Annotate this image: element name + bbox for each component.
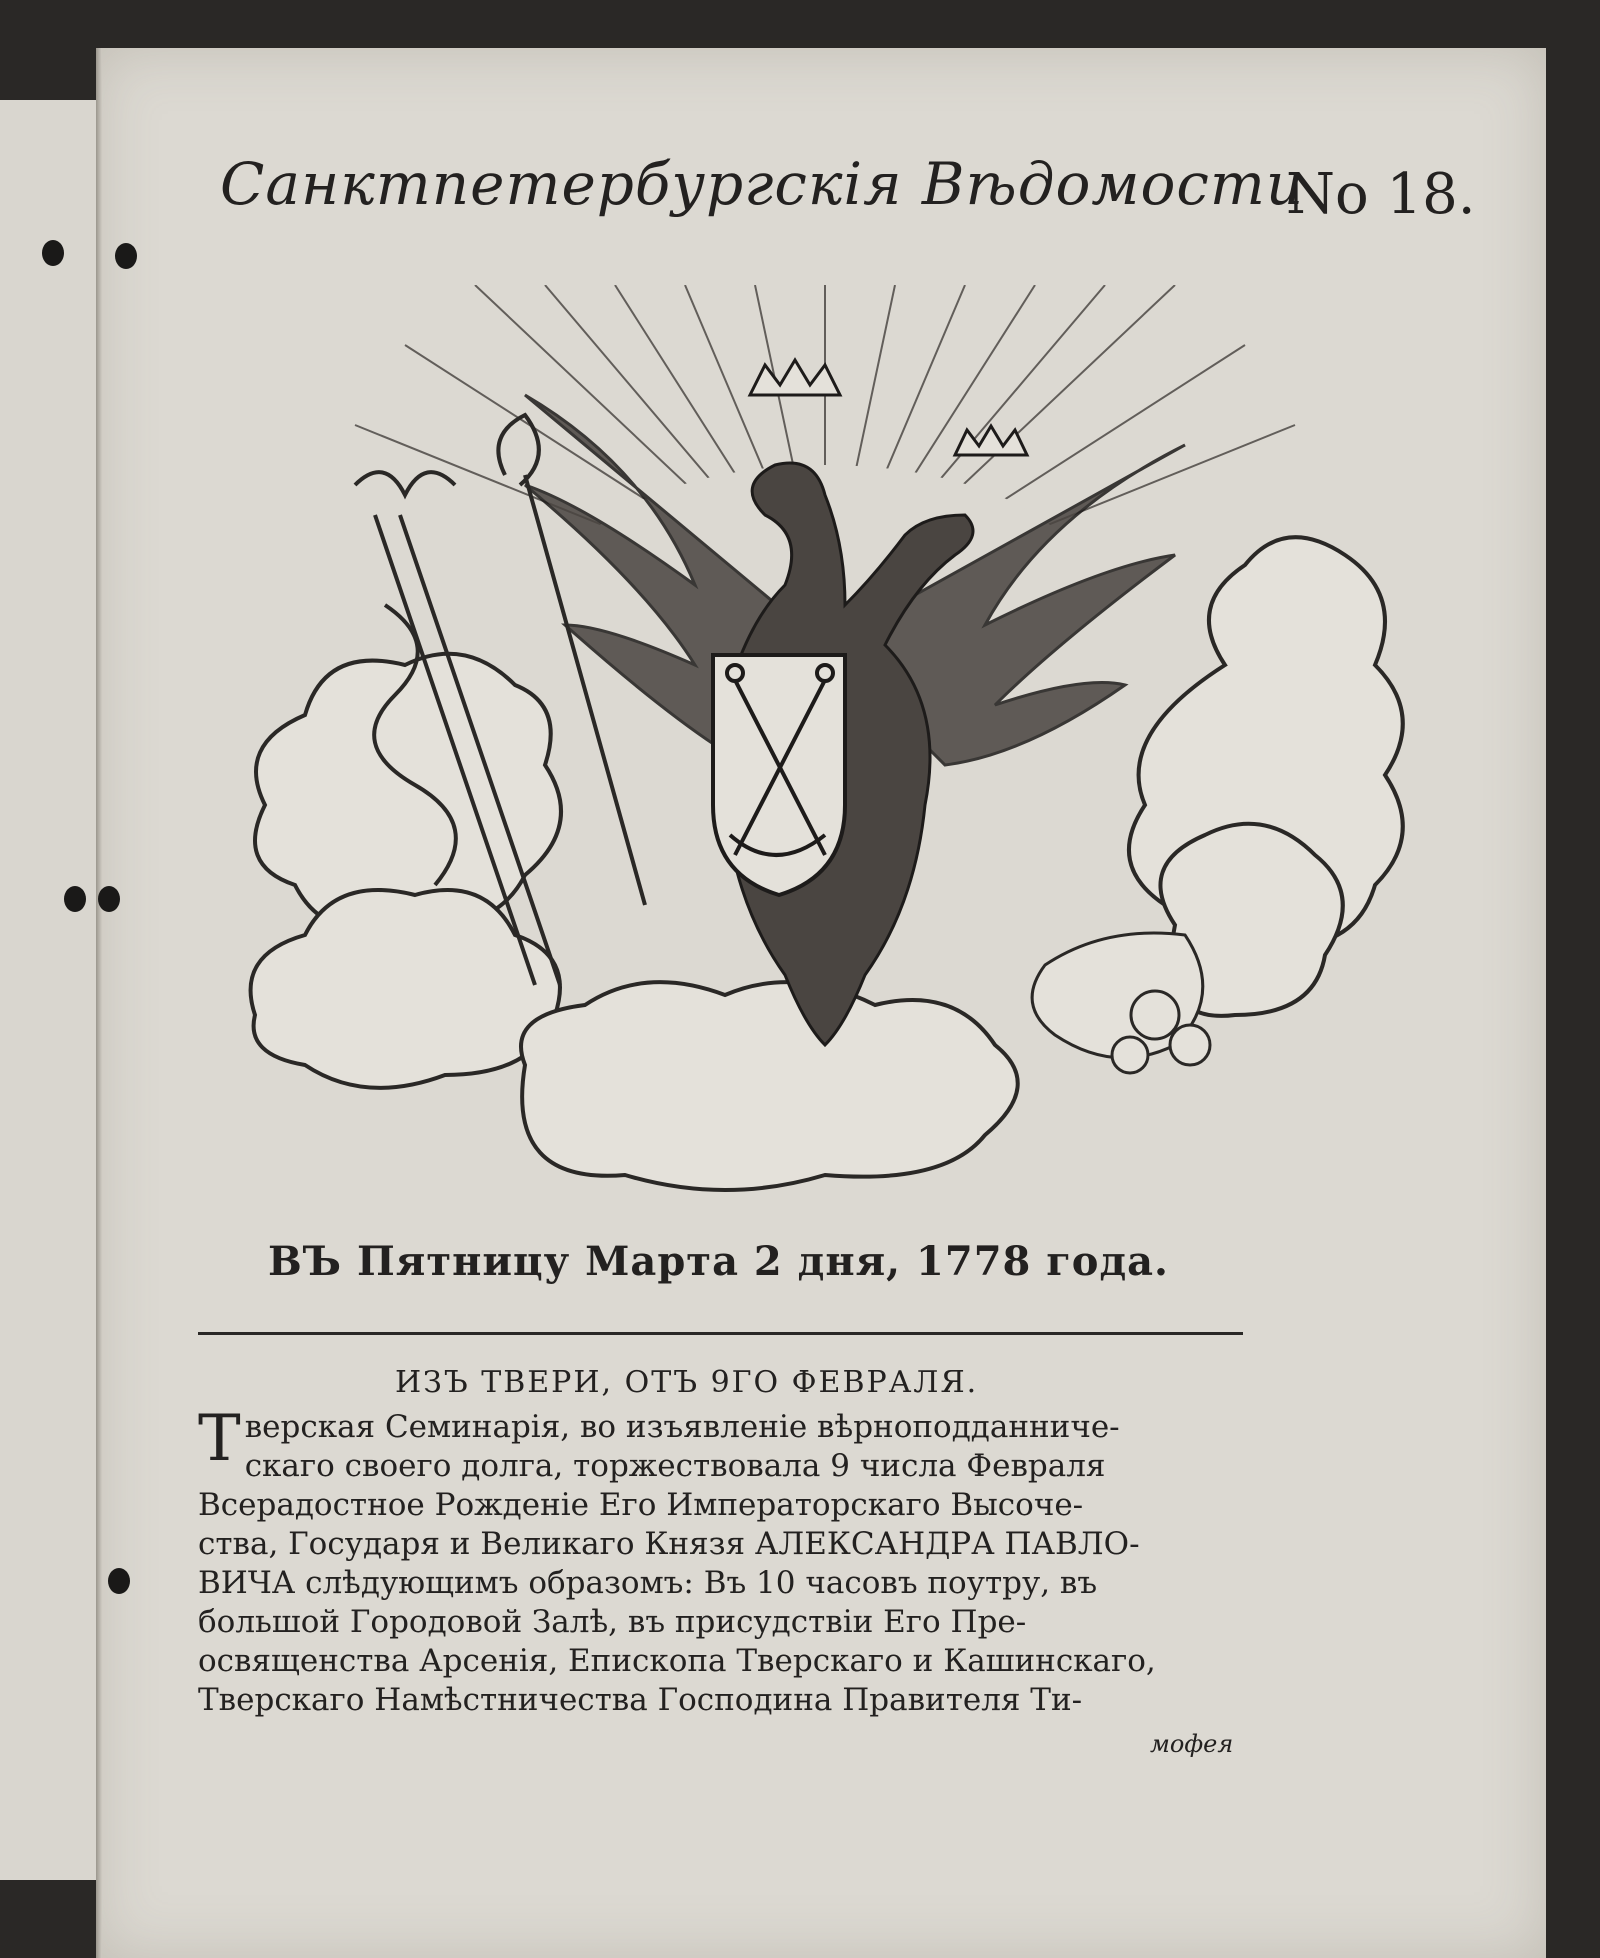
article-line: освященства Арсенія, Епископа Тверскаго и Кашинскаго, — [198, 1643, 1156, 1679]
article-line: ства, Государя и Великаго Князя АЛЕКСАНДРА ПАВЛО- — [198, 1526, 1140, 1562]
binding-hole — [108, 1568, 130, 1594]
article-headline: ИЗЪ ТВЕРИ, ОТЪ 9ГО ФЕВРАЛЯ. — [395, 1365, 979, 1400]
issue-number: No 18. — [1286, 162, 1476, 227]
adjacent-page-edge — [0, 100, 99, 1880]
binding-hole — [98, 886, 120, 912]
background-edge — [1546, 48, 1600, 1958]
catchword: мофея — [1150, 1730, 1234, 1758]
binding-hole — [115, 243, 137, 269]
article-line: Всерадостное Рожденіе Его Императорскаго Высоче- — [198, 1487, 1084, 1523]
article-line: скаго своего долга, торжествовала 9 числа Февраля — [244, 1448, 1106, 1484]
binding-hole — [42, 240, 64, 266]
binding-hole — [64, 886, 86, 912]
article-line: большой Городовой Залѣ, въ присудствіи Его Пре- — [198, 1604, 1027, 1640]
article-body — [198, 1402, 1248, 1720]
masthead-title: Санктпетербургскія Вѣдомости — [220, 150, 1305, 218]
section-divider — [198, 1332, 1243, 1335]
issue-dateline: ВЪ Пятницу Марта 2 дня, 1778 года. — [268, 1238, 1169, 1285]
article-line: Тверскаго Намѣстничества Господина Правителя Ти- — [198, 1682, 1083, 1718]
page-spine — [96, 48, 102, 1958]
article-line: ВИЧА слѣдующимъ образомъ: Въ 10 часовъ поутру, въ — [198, 1565, 1098, 1601]
article-dropcap: Т — [198, 1402, 241, 1476]
article-line: верская Семинарія, во изъявленіе вѣрноподданниче- — [244, 1409, 1120, 1445]
double-headed-eagle-icon — [225, 285, 1425, 1205]
